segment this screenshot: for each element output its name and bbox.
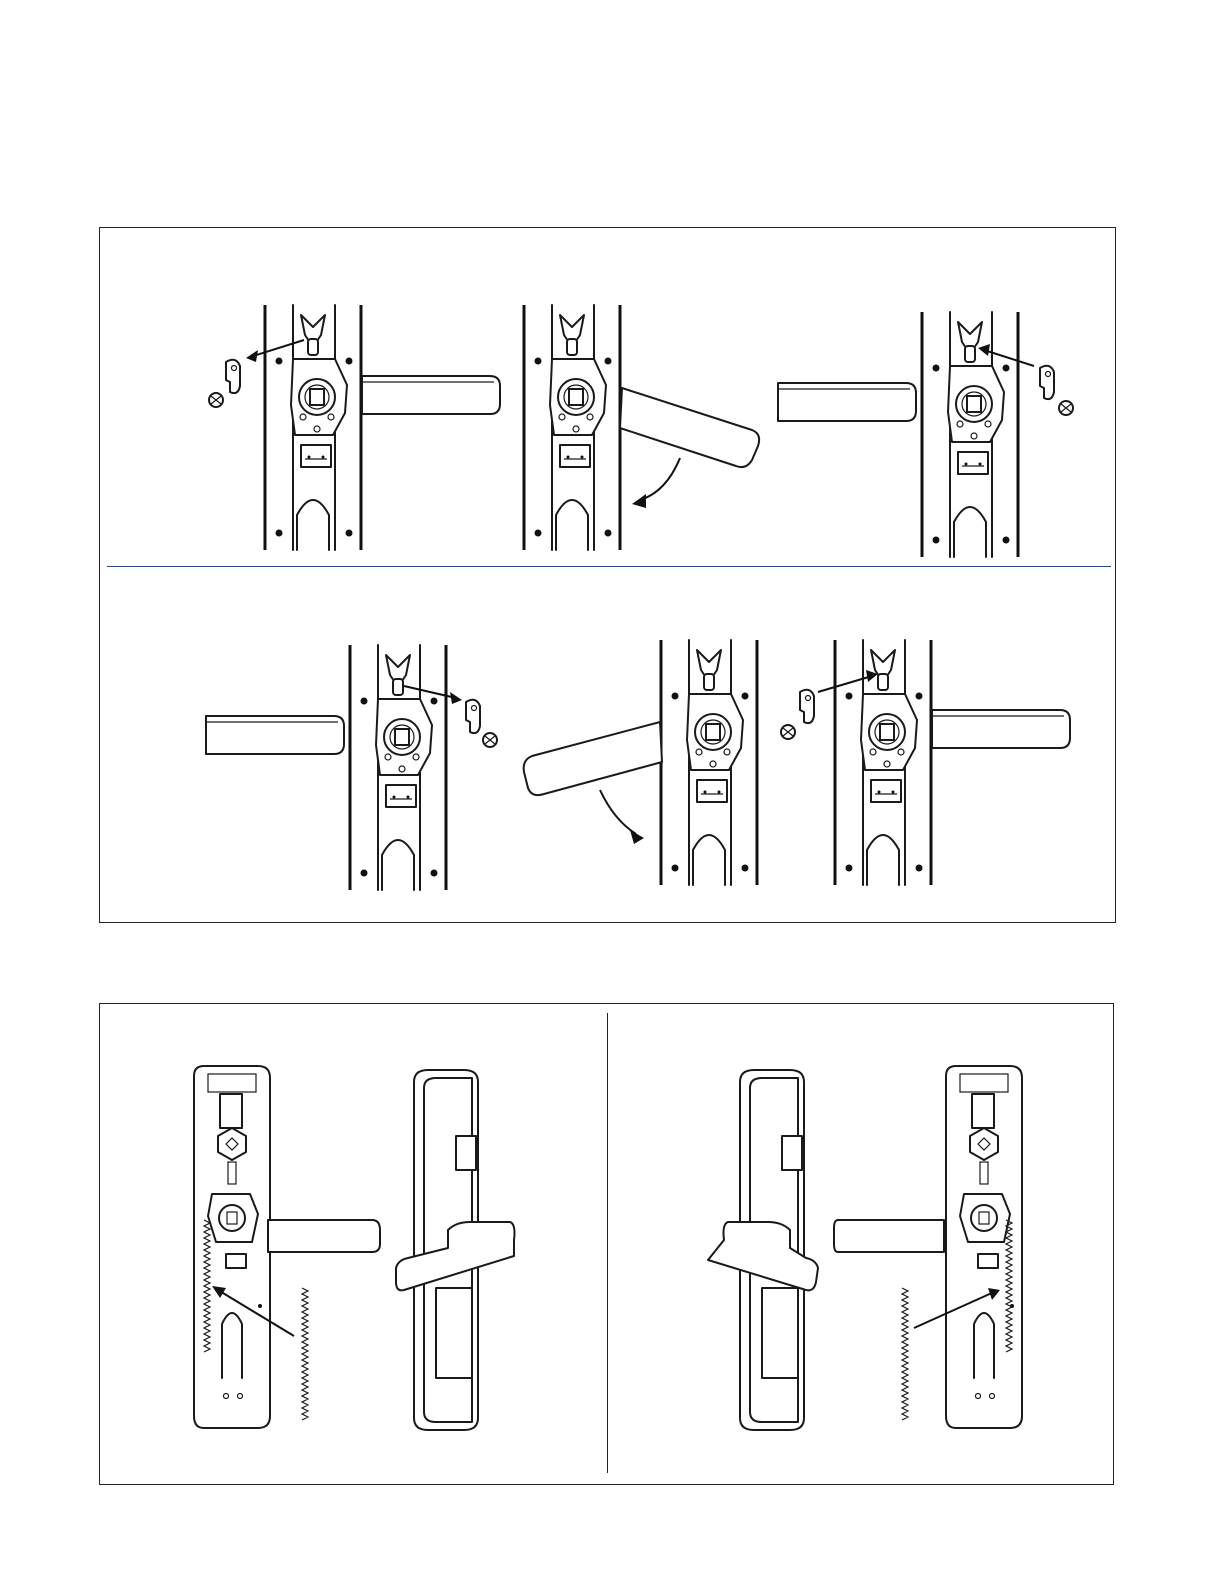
- step-4-remove-clip: [206, 645, 497, 890]
- step-1-remove-clip: [209, 305, 500, 550]
- step-5-rotate-lever: [524, 640, 757, 885]
- step-3-install-clip: [778, 312, 1073, 557]
- step-6-install-clip: [781, 640, 1070, 885]
- step-2-rotate-lever: [524, 305, 759, 550]
- left-hand-spring-assembly: [194, 1066, 515, 1430]
- right-hand-spring-assembly: [708, 1066, 1022, 1430]
